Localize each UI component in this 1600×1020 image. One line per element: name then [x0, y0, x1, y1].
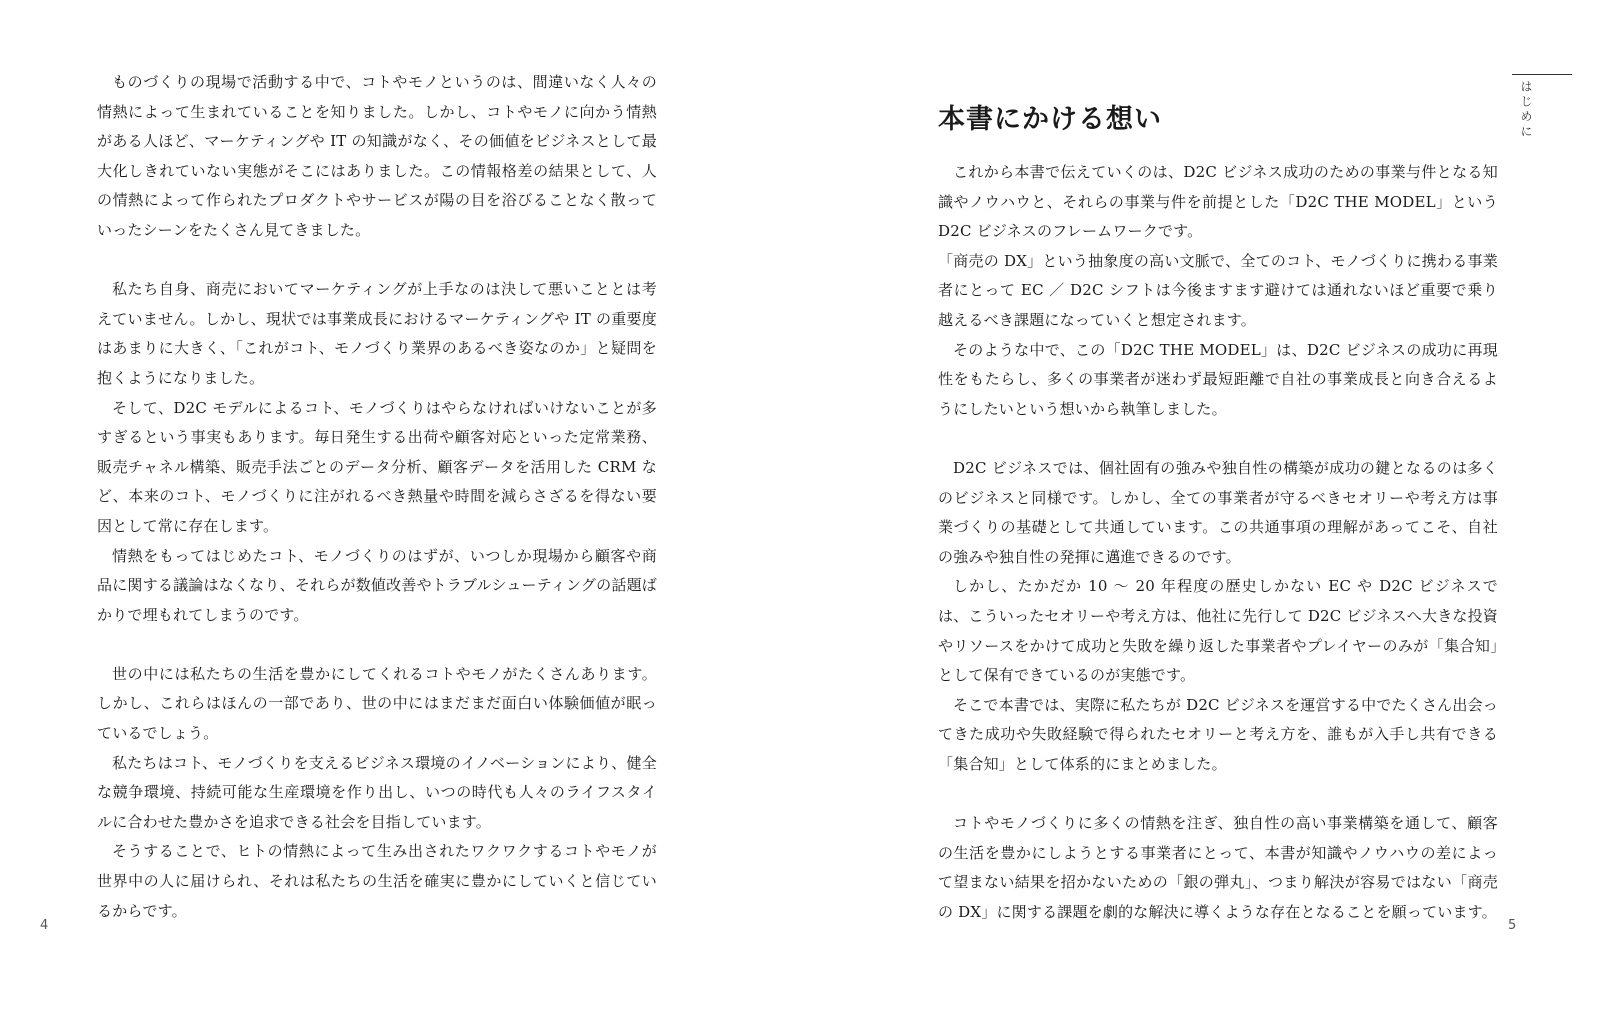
- paragraph: D2C ビジネスでは、個社固有の強みや独自性の構築が成功の鍵となるのは多くのビジネスと同様です。しかし、全ての事業者が守るべきセオリーや考え方は事業づくりの基礎として共通しています。この共通事項の理解があってこそ、自社の強みや独自性の発揮に邁進できるのです。: [938, 458, 1498, 566]
- paragraph: 情熱をもってはじめたコト、モノづくりのはずが、いつしか現場から顧客や商品に関する議論はなくなり、それらが数値改善やトラブルシューティングの話題ばかりで埋もれてしまうのです。: [97, 546, 657, 624]
- chapter-side-label: はじめに: [1519, 80, 1533, 140]
- paragraph: これから本書で伝えていくのは、D2C ビジネス成功のための事業与件となる知識やノウハウと、それらの事業与件を前提とした「D2C THE MODEL」という D2C ビジネスのフレームワークです。: [938, 163, 1498, 241]
- paragraph: そのような中で、この「D2C THE MODEL」は、D2C ビジネスの成功に再現性をもたらし、多くの事業者が迷わず最短距離で自社の事業成長と向き合えるようにしたいという想いから執筆しました。: [938, 340, 1498, 418]
- page-number-left: 4: [40, 918, 49, 933]
- paragraph: しかし、たかだか 10 ～ 20 年程度の歴史しかない EC や D2C ビジネスでは、こういったセオリーや考え方は、他社に先行して D2C ビジネスへ大きな投資やリソースをかけて成功と失敗を繰り返した事業者やプレイヤーのみが「集合知」として保有できているのが実態です。: [938, 577, 1498, 685]
- paragraph: そうすることで、ヒトの情熱によって生み出されたワクワクするコトやモノが世界中の人に届けられ、それは私たちの生活を確実に豊かにしていくと信じているからです。: [97, 842, 657, 920]
- left-text-column: [97, 68, 657, 926]
- paragraph-gap: [938, 424, 1498, 454]
- paragraph: ものづくりの現場で活動する中で、コトやモノというのは、間違いなく人々の情熱によって生まれていることを知りました。しかし、コトやモノに向かう情熱がある人ほど、マーケティングや IT の知識がなく、その価値をビジネスとして最大化しきれていない実態がそこにはありました。この情報格差の結果として、人の情熱によって作られたプロダクトやサービスが陽の目を浴びることなく散っていったシーンをたくさん見てきました。: [97, 73, 657, 239]
- side-rule: [1512, 74, 1572, 75]
- paragraph: そして、D2C モデルによるコト、モノづくりはやらなければいけないことが多すぎるという事実もあります。毎日発生する出荷や顧客対応といった定常業務、販売チャネル構築、販売手法ごとのデータ分析、顧客データを活用した CRM など、本来のコト、モノづくりに注がれるべき熱量や時間を減らさざるを得ない要因として常に存在します。: [97, 398, 657, 535]
- paragraph: 世の中には私たちの生活を豊かにしてくれるコトやモノがたくさんあります。しかし、これらはほんの一部であり、世の中にはまだまだ面白い体験価値が眠っているでしょう。: [97, 664, 657, 743]
- paragraph: 私たち自身、商売においてマーケティングが上手なのは決して悪いこととは考えていません。しかし、現状では事業成長におけるマーケティングや IT の重要度はあまりに大きく、「これがコト、モノづくり業界のあるべき姿なのか」と疑問を抱くようになりました。: [97, 280, 657, 387]
- right-text-column: [938, 102, 1498, 927]
- page-number-right: 5: [1508, 918, 1517, 933]
- paragraph: コトやモノづくりに多くの情熱を注ぎ、独自性の高い事業構築を通して、顧客の生活を豊かにしようとする事業者にとって、本書が知識やノウハウの差によって望まない結果を招かないための「銀の弾丸」、つまり解決が容易ではない「商売の DX」に関する課題を劇的な解決に導くような存在となることを願っています。: [938, 814, 1498, 921]
- paragraph-gap: [938, 779, 1498, 809]
- paragraph-gap: [97, 246, 657, 276]
- paragraph-gap: [97, 630, 657, 660]
- paragraph: 私たちはコト、モノづくりを支えるビジネス環境のイノベーションにより、健全な競争環境、持続可能な生産環境を作り出し、いつの時代も人々のライフスタイルに合わせた豊かさを追求できる社会を目指しています。: [97, 753, 657, 831]
- paragraph: そこで本書では、実際に私たちが D2C ビジネスを運営する中でたくさん出会ってきた成功や失敗経験で得られたセオリーと考え方を、誰もが入手し共有できる「集合知」として体系的にまとめました。: [938, 695, 1498, 773]
- paragraph: 「商売の DX」という抽象度の高い文脈で、全てのコト、モノづくりに携わる事業者にとって EC ／ D2C シフトは今後ますます避けては通れないほど重要で乗り越えるべき課題になっていくと想定されます。: [938, 251, 1498, 329]
- section-heading: 本書にかける想い: [938, 104, 1162, 135]
- right-page: [800, 0, 1600, 1020]
